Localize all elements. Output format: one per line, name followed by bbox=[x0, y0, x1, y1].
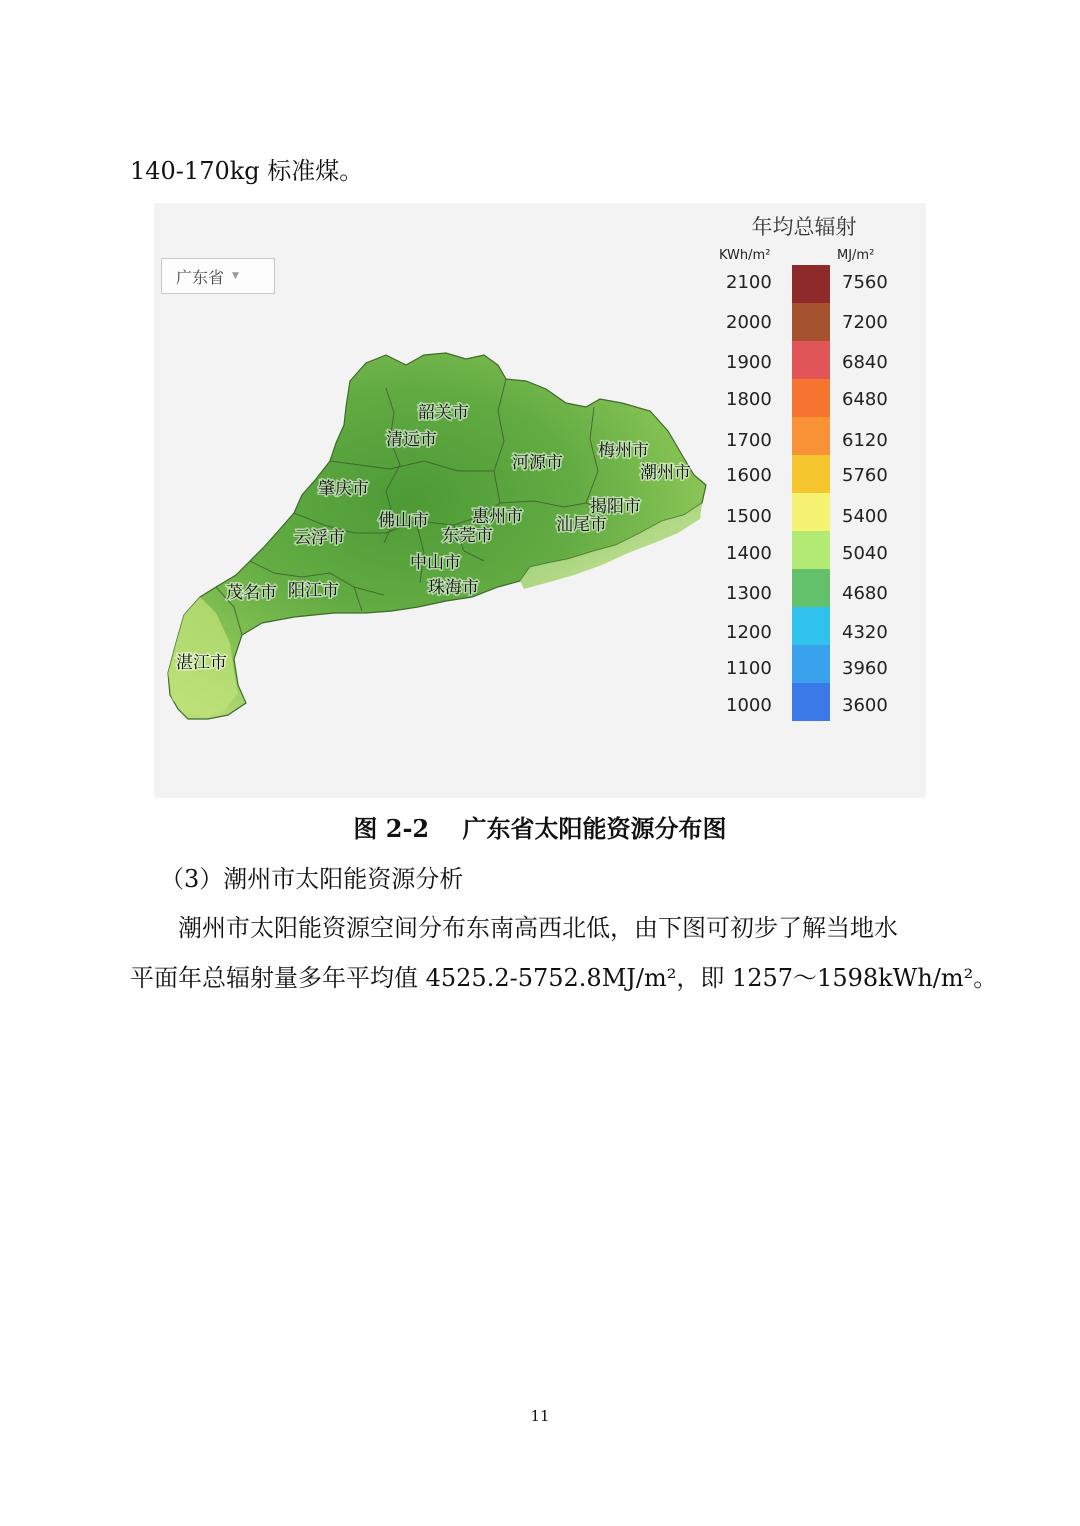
solar-resource-map-figure bbox=[154, 203, 926, 798]
legend-swatch-2100 bbox=[792, 265, 830, 303]
city-label-meizhou: 梅州市 bbox=[598, 441, 649, 461]
legend-swatch-1900 bbox=[792, 341, 830, 379]
city-label-zhuhai: 珠海市 bbox=[428, 578, 479, 598]
legend-swatch-1500 bbox=[792, 493, 830, 531]
legend-kwh-value: 1000 bbox=[726, 695, 772, 716]
city-label-jieyang: 揭阳市 bbox=[590, 497, 641, 517]
city-label-yangjiang: 阳江市 bbox=[288, 581, 339, 601]
paragraph-line-top: 140-170kg 标准煤。 bbox=[130, 157, 364, 185]
legend-mj-value: 3960 bbox=[842, 658, 888, 679]
legend-mj-value: 6120 bbox=[842, 430, 888, 451]
legend-kwh-value: 1900 bbox=[726, 352, 772, 373]
city-label-maoming: 茂名市 bbox=[226, 583, 277, 603]
city-label-zhongshan: 中山市 bbox=[410, 553, 461, 573]
legend-kwh-value: 2100 bbox=[726, 272, 772, 293]
legend-kwh-value: 1400 bbox=[726, 543, 772, 564]
city-label-zhaoqing: 肇庆市 bbox=[318, 479, 369, 499]
legend-mj-value: 4320 bbox=[842, 622, 888, 643]
legend-swatch-1200 bbox=[792, 607, 830, 645]
page-number: 11 bbox=[530, 1407, 550, 1425]
legend-kwh-value: 1100 bbox=[726, 658, 772, 679]
legend-kwh-value: 1800 bbox=[726, 389, 772, 410]
legend-swatch-1300 bbox=[792, 569, 830, 607]
legend-swatch-1800 bbox=[792, 379, 830, 417]
chevron-down-icon: ▼ bbox=[232, 271, 239, 281]
section-subheading: （3）潮州市太阳能资源分析 bbox=[160, 865, 464, 893]
legend-unit-mj: MJ/m² bbox=[837, 248, 875, 263]
legend-kwh-value: 1700 bbox=[726, 430, 772, 451]
figure-caption: 图 2-2 广东省太阳能资源分布图 bbox=[353, 814, 727, 843]
city-label-foshan: 佛山市 bbox=[378, 511, 429, 531]
legend-swatch-1100 bbox=[792, 645, 830, 683]
city-label-shanwei: 汕尾市 bbox=[556, 515, 607, 535]
city-label-dongguan: 东莞市 bbox=[442, 526, 493, 546]
legend-kwh-value: 2000 bbox=[726, 312, 772, 333]
legend-swatch-1600 bbox=[792, 455, 830, 493]
legend-title: 年均总辐射 bbox=[751, 215, 857, 239]
paragraph-body-line-2: 平面年总辐射量多年平均值 4525.2-5752.8MJ/m²，即 1257～1598kWh/m²。 bbox=[130, 964, 998, 992]
city-label-huizhou: 惠州市 bbox=[472, 507, 523, 527]
legend-mj-value: 6840 bbox=[842, 352, 888, 373]
city-label-chaozhou: 潮州市 bbox=[640, 463, 691, 483]
legend-mj-value: 5400 bbox=[842, 506, 888, 527]
city-label-zhanjiang: 湛江市 bbox=[176, 653, 227, 673]
legend-kwh-value: 1500 bbox=[726, 506, 772, 527]
province-dropdown-label: 广东省 bbox=[176, 267, 225, 287]
city-label-yunfu: 云浮市 bbox=[294, 528, 345, 548]
legend-kwh-value: 1300 bbox=[726, 583, 772, 604]
city-label-heyuan: 河源市 bbox=[512, 453, 563, 473]
legend-swatch-1400 bbox=[792, 531, 830, 569]
city-label-qingyuan: 清远市 bbox=[386, 430, 437, 450]
legend-mj-value: 7560 bbox=[842, 272, 888, 293]
legend-mj-value: 5760 bbox=[842, 465, 888, 486]
legend-kwh-value: 1200 bbox=[726, 622, 772, 643]
legend-swatch-2000 bbox=[792, 303, 830, 341]
legend-mj-value: 6480 bbox=[842, 389, 888, 410]
legend-swatch-1700 bbox=[792, 417, 830, 455]
legend-mj-value: 7200 bbox=[842, 312, 888, 333]
legend-mj-value: 3600 bbox=[842, 695, 888, 716]
legend-swatch-1000 bbox=[792, 683, 830, 721]
legend-mj-value: 4680 bbox=[842, 583, 888, 604]
legend-kwh-value: 1600 bbox=[726, 465, 772, 486]
legend-mj-value: 5040 bbox=[842, 543, 888, 564]
legend-unit-kwh: KWh/m² bbox=[719, 248, 771, 263]
city-label-shaoguan: 韶关市 bbox=[418, 403, 469, 423]
paragraph-body-line-1: 潮州市太阳能资源空间分布东南高西北低，由下图可初步了解当地水 bbox=[178, 914, 898, 942]
